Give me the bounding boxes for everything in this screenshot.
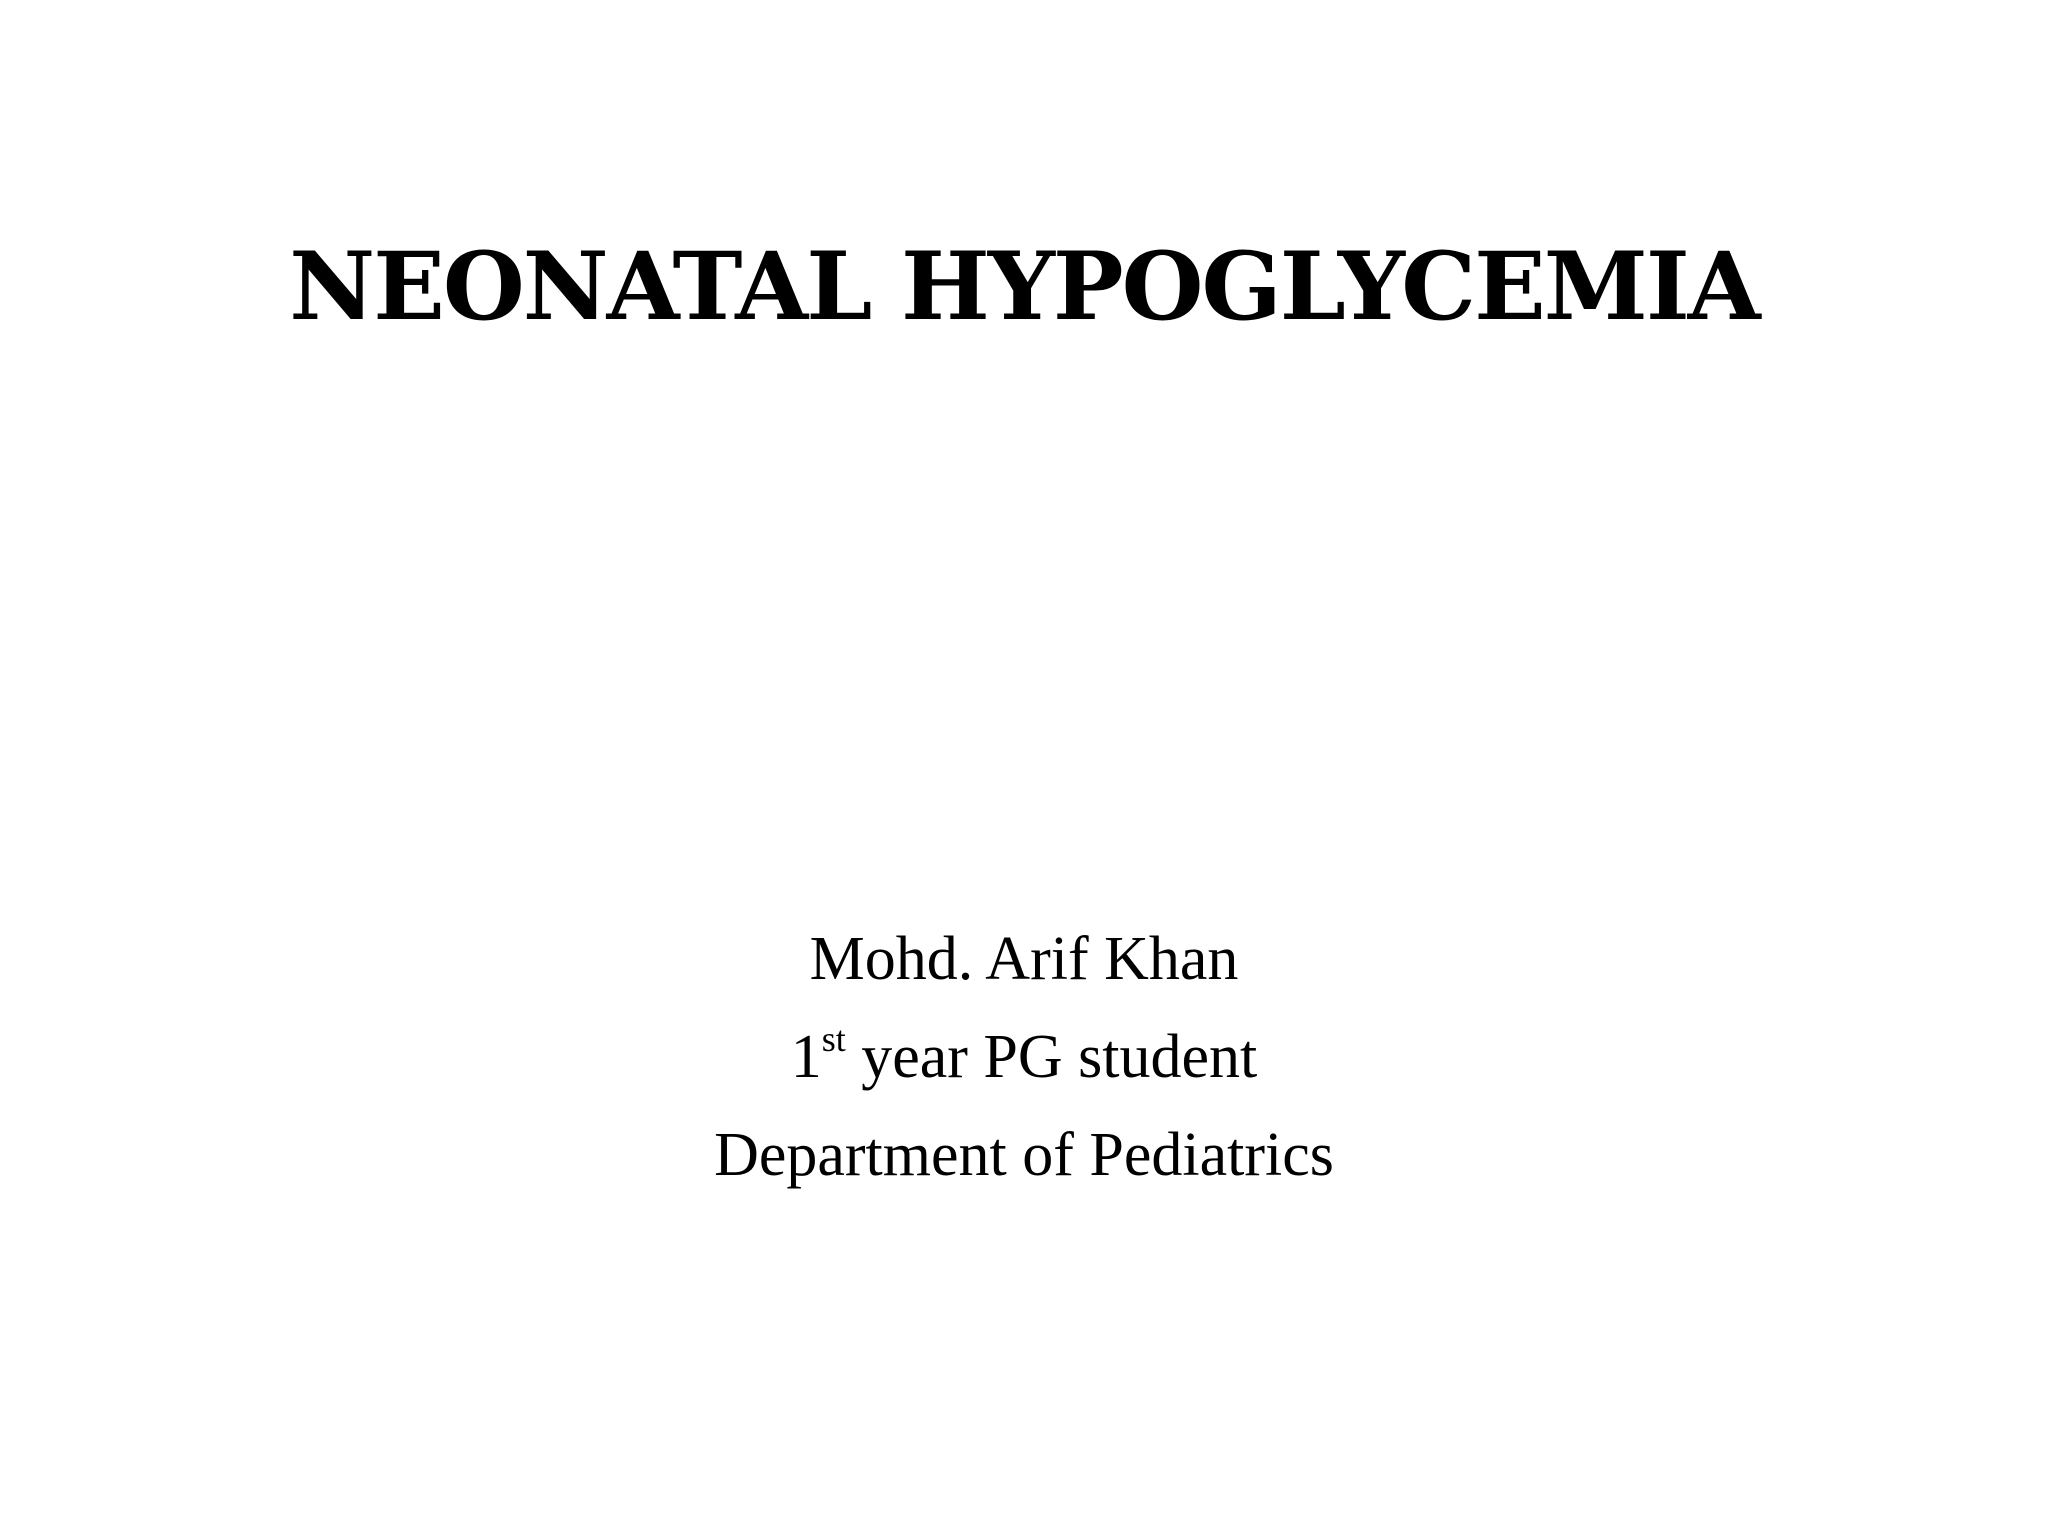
year-number: 1 <box>790 1023 822 1091</box>
year-rest: year PG student <box>845 1023 1258 1091</box>
presenter-year <box>0 1008 2048 1106</box>
presenter-name: Mohd. Arif Khan <box>809 925 1239 993</box>
year-suffix: st <box>821 1019 846 1059</box>
slide-title: NEONATAL HYPOGLYCEMIA <box>289 232 1759 342</box>
presenter-department: Department of Pediatrics <box>714 1121 1334 1189</box>
presenter-block <box>0 910 2048 1204</box>
